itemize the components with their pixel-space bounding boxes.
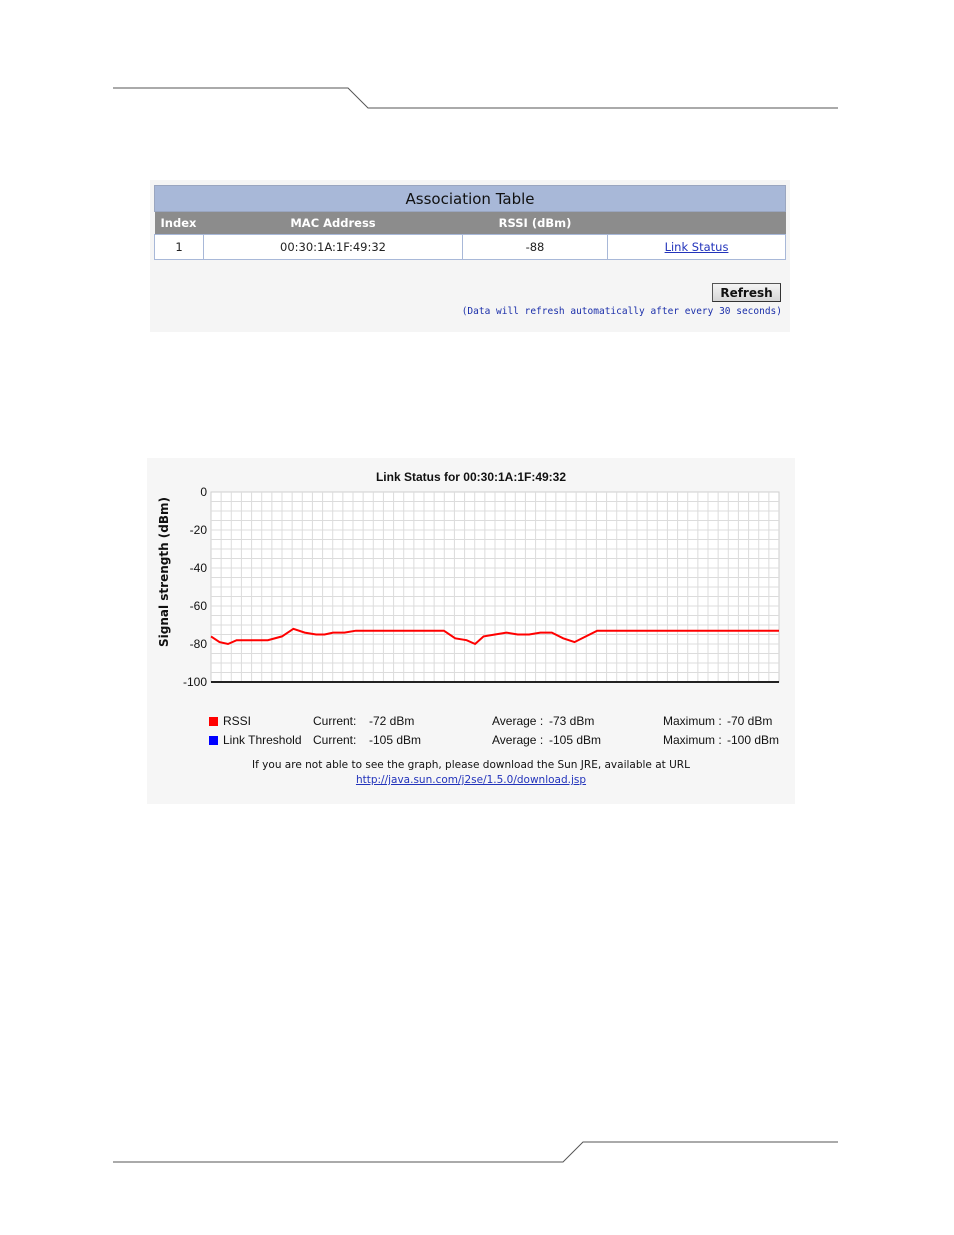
- y-tick-label: -40: [189, 561, 207, 575]
- cell-index: 1: [155, 235, 204, 260]
- y-tick-label: -20: [189, 523, 207, 537]
- table-row: [155, 235, 786, 260]
- jre-download-link[interactable]: http://java.sun.com/j2se/1.5.0/download.jsp: [355, 774, 587, 786]
- legend-maximum-label-rssi: Maximum :: [663, 714, 722, 728]
- link-status-graph-panel: [147, 458, 795, 804]
- legend-current-label-rssi: Current:: [313, 714, 357, 728]
- legend-current-rssi: -72 dBm: [369, 714, 415, 728]
- column-header-index: Index: [155, 212, 204, 235]
- legend-current-label-threshold: Current:: [313, 733, 357, 747]
- link-status-chart: [147, 458, 795, 708]
- legend-average-label-threshold: Average :: [492, 733, 544, 747]
- association-table-header: [155, 212, 786, 235]
- header-rule: [113, 88, 838, 108]
- cell-mac-address: 00:30:1A:1F:49:32: [204, 235, 463, 260]
- association-table-panel: [150, 180, 790, 332]
- association-table: [154, 185, 786, 260]
- column-header-rssi: RSSI (dBm): [463, 212, 608, 235]
- legend-maximum-label-threshold: Maximum :: [663, 733, 722, 747]
- legend-name-rssi: RSSI: [223, 714, 252, 728]
- association-table-title: Association Table: [155, 186, 786, 212]
- y-tick-label: 0: [200, 485, 207, 499]
- footer-rule: [113, 1142, 838, 1162]
- refresh-note: (Data will refresh automatically after every 30 seconds): [461, 306, 782, 317]
- column-header-mac: MAC Address: [204, 212, 463, 235]
- legend-name-threshold: Link Threshold: [223, 733, 302, 747]
- legend-swatch-threshold: [209, 736, 218, 745]
- legend-maximum-threshold: -100 dBm: [727, 733, 780, 747]
- y-tick-label: -80: [189, 637, 207, 651]
- graph-title: Link Status for 00:30:1A:1F:49:32: [375, 470, 567, 484]
- link-status-link[interactable]: Link Status: [664, 240, 729, 254]
- y-axis-label: Signal strength (dBm): [157, 496, 171, 648]
- y-tick-label: -60: [189, 599, 207, 613]
- jre-note: If you are not able to see the graph, please download the Sun JRE, available at URL: [252, 759, 690, 771]
- refresh-button[interactable]: Refresh: [712, 283, 781, 302]
- y-tick-label: -100: [182, 675, 207, 689]
- cell-rssi: -88: [463, 235, 608, 260]
- legend-average-label-rssi: Average :: [492, 714, 544, 728]
- legend-average-threshold: -105 dBm: [549, 733, 602, 747]
- column-header-link: [608, 212, 786, 235]
- legend-average-rssi: -73 dBm: [549, 714, 595, 728]
- legend-current-threshold: -105 dBm: [369, 733, 422, 747]
- legend-maximum-rssi: -70 dBm: [727, 714, 773, 728]
- jre-link-wrap: [147, 774, 795, 786]
- cell-link: [608, 235, 786, 260]
- legend-swatch-rssi: [209, 717, 218, 726]
